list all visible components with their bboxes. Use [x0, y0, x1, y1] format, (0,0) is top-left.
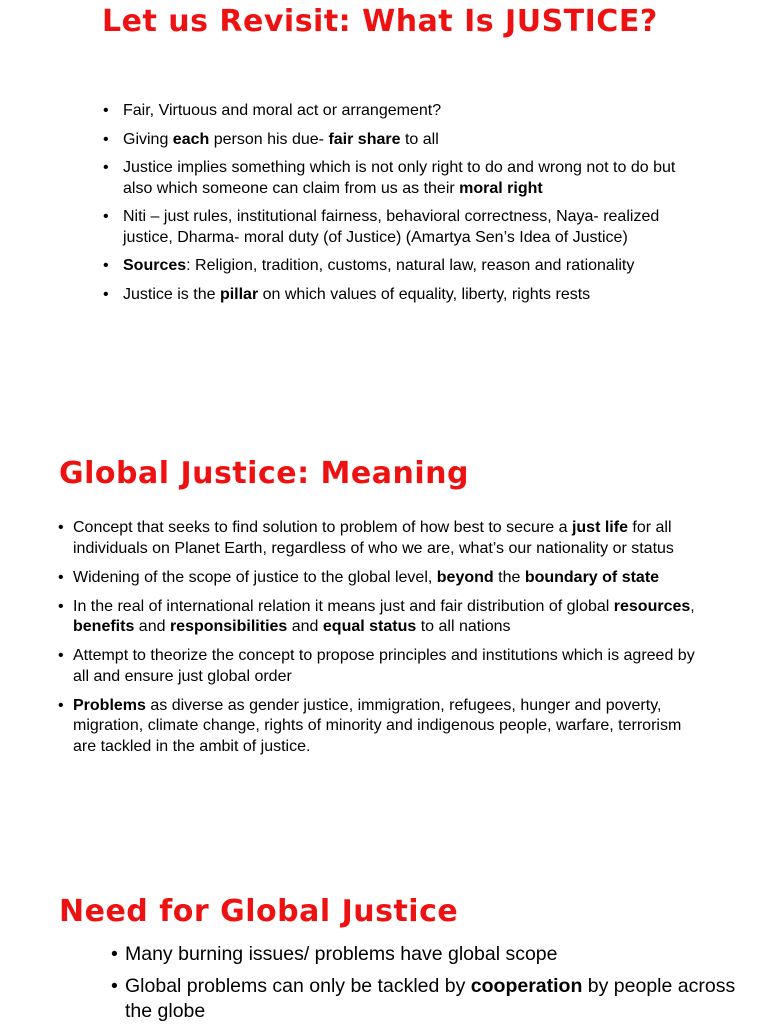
- text-run: Niti – just rules, institutional fairness, behavioral correctness, Naya- realized justice, Dharma- moral duty (of Justice) (Amartya Sen’s Idea of Justice): [123, 208, 660, 246]
- slide-need-for-global-justice: [0, 880, 768, 1024]
- text-run: Fair, Virtuous and moral act or arrangement?: [123, 102, 442, 119]
- text-run: and: [134, 618, 170, 635]
- bold-text: beyond: [436, 568, 494, 586]
- slide-title: Need for Global Justice: [59, 894, 459, 929]
- bullet-item: [123, 130, 683, 151]
- text-run: to all: [400, 130, 439, 148]
- bullet-item: [125, 974, 765, 1023]
- bullet-item: [123, 256, 683, 277]
- slide-title: Let us Revisit: What Is JUSTICE?: [102, 4, 658, 39]
- bold-text: equal status: [322, 618, 417, 635]
- text-run: : Religion, tradition, customs, natural law, reason and rationality: [186, 257, 635, 274]
- bullet-item: [123, 285, 683, 306]
- bullet-item: [123, 101, 683, 122]
- bold-text: Sources: [123, 257, 187, 274]
- text-run: person his due-: [209, 130, 329, 148]
- text-run: on which values of equality, liberty, rights rests: [258, 285, 591, 303]
- text-run: for all individuals on Planet Earth, regardless of who we are, what’s our nationality or status: [73, 519, 674, 557]
- slide-global-justice-meaning: [0, 440, 768, 820]
- bullet-item: [73, 696, 703, 758]
- bullet-item: [73, 597, 703, 638]
- bold-text: just life: [571, 519, 628, 536]
- text-run: the: [493, 568, 525, 586]
- bold-text: moral right: [459, 179, 543, 197]
- bold-text: Problems: [73, 696, 146, 714]
- bold-text: fair share: [328, 130, 401, 148]
- bullet-item: [125, 942, 765, 967]
- text-run: Concept that seeks to find solution to problem of how best to secure a: [73, 519, 572, 536]
- bold-text: benefits: [73, 618, 135, 635]
- text-run: as diverse as gender justice, immigration, refugees, hunger and poverty, migration, climate change, rights of minority and indigenous people, warfare, terrorism are tackled in the ambit of justice.: [73, 696, 682, 755]
- bold-text: each: [172, 130, 210, 148]
- bullet-list: [125, 942, 765, 1031]
- bullet-list: [123, 101, 683, 313]
- bullet-item: [123, 207, 683, 248]
- bold-text: responsibilities: [169, 618, 288, 635]
- bullet-list: [73, 518, 703, 766]
- text-run: Justice implies something which is not only right to do and wrong not to do but also which someone can claim from us as their: [123, 159, 676, 197]
- bullet-item: [73, 518, 703, 559]
- text-run: In the real of international relation it means just and fair distribution of global: [73, 597, 614, 615]
- bullet-item: [73, 646, 703, 687]
- bullet-item: [73, 568, 703, 589]
- text-run: Widening of the scope of justice to the global level,: [73, 568, 437, 586]
- text-run: Global problems can only be tackled by: [125, 975, 471, 997]
- text-run: Many burning issues/ problems have global scope: [125, 943, 558, 965]
- text-run: and: [287, 618, 323, 635]
- text-run: Giving: [123, 130, 173, 148]
- slide-title: Global Justice: Meaning: [59, 456, 469, 491]
- bullet-item: [123, 158, 683, 199]
- slide-what-is-justice: [0, 0, 768, 360]
- text-run: by people across the globe: [125, 975, 736, 1022]
- bold-text: resources: [613, 597, 691, 615]
- text-run: to all nations: [416, 618, 511, 635]
- text-run: ,: [690, 597, 695, 615]
- bold-text: cooperation: [470, 975, 583, 997]
- bold-text: pillar: [219, 285, 259, 303]
- text-run: Justice is the: [123, 285, 220, 303]
- bold-text: boundary of state: [524, 568, 660, 586]
- text-run: Attempt to theorize the concept to propose principles and institutions which is agreed by all and ensure just global order: [73, 647, 695, 685]
